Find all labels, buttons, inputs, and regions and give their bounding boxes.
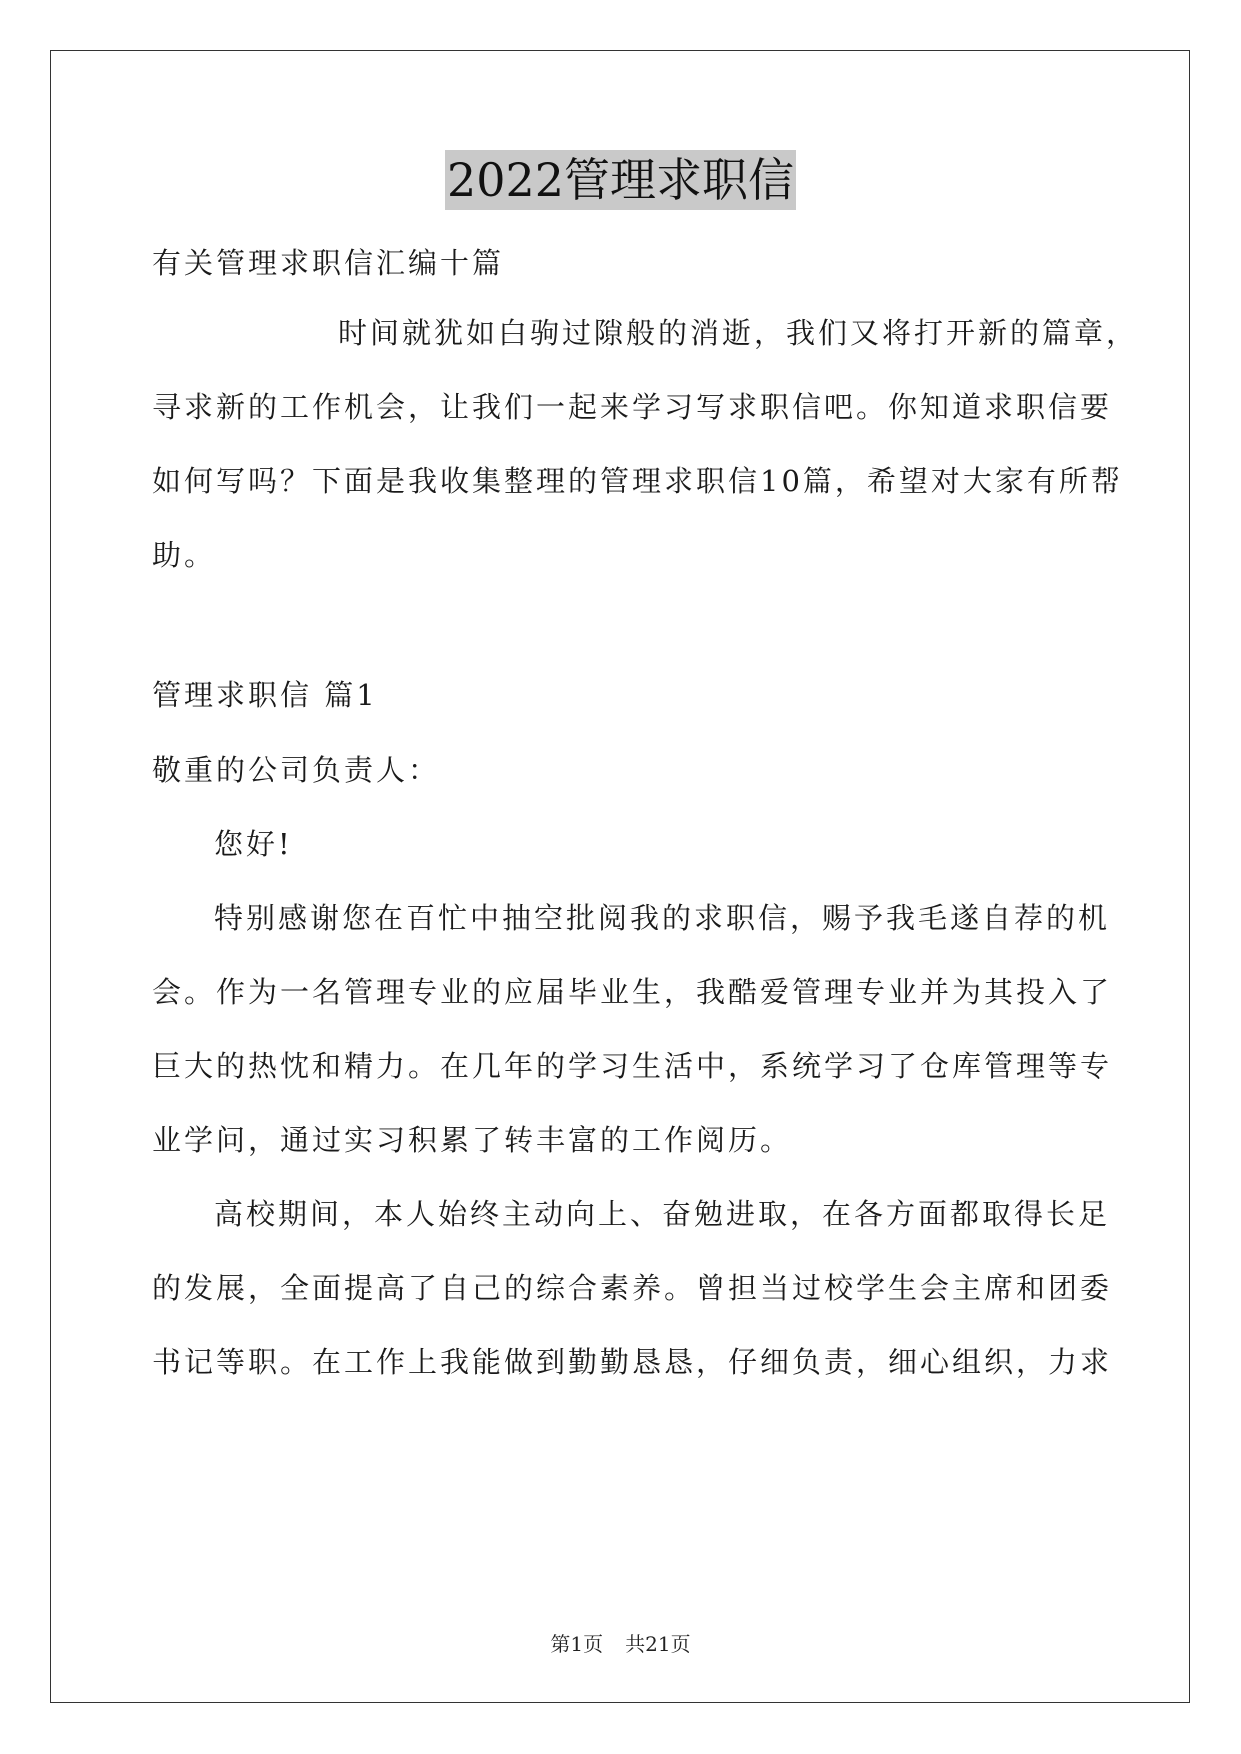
- paragraph-line: 高校期间，本人始终主动向上、奋勉进取，在各方面都取得长足: [214, 1197, 1111, 1231]
- paragraph-line: 书记等职。在工作上我能做到勤勤恳恳，仔细负责，细心组织，力求: [152, 1345, 1113, 1379]
- paragraph-line: 会。作为一名管理专业的应届毕业生，我酷爱管理专业并为其投入了: [152, 975, 1113, 1009]
- page-total: 共21页: [625, 1632, 691, 1656]
- intro-line: 寻求新的工作机会，让我们一起来学习写求职信吧。你知道求职信要: [152, 390, 1113, 424]
- intro-line: 助。: [152, 538, 217, 572]
- paragraph-line: 业学问，通过实习积累了转丰富的工作阅历。: [152, 1123, 793, 1157]
- greeting: 您好!: [214, 827, 293, 861]
- intro-line: 如何写吗？下面是我收集整理的管理求职信10篇，希望对大家有所帮: [152, 464, 1123, 498]
- intro-line: 时间就犹如白驹过隙般的消逝，我们又将打开新的篇章，: [338, 316, 1139, 350]
- page-border: [50, 50, 1190, 1703]
- page-number: 第1页: [550, 1632, 604, 1656]
- salutation: 敬重的公司负责人：: [152, 753, 441, 787]
- paragraph-line: 巨大的热忱和精力。在几年的学习生活中，系统学习了仓库管理等专: [152, 1049, 1113, 1083]
- subtitle: 有关管理求职信汇编十篇: [152, 246, 505, 280]
- title-block: [0, 150, 1241, 210]
- paragraph-line: 特别感谢您在百忙中抽空批阅我的求职信，赐予我毛遂自荐的机: [214, 901, 1111, 935]
- section-heading: 管理求职信 篇1: [152, 678, 378, 712]
- paragraph-line: 的发展，全面提高了自己的综合素养。曾担当过校学生会主席和团委: [152, 1271, 1113, 1305]
- page-footer: [0, 1628, 1241, 1657]
- document-title: 2022管理求职信: [445, 150, 796, 210]
